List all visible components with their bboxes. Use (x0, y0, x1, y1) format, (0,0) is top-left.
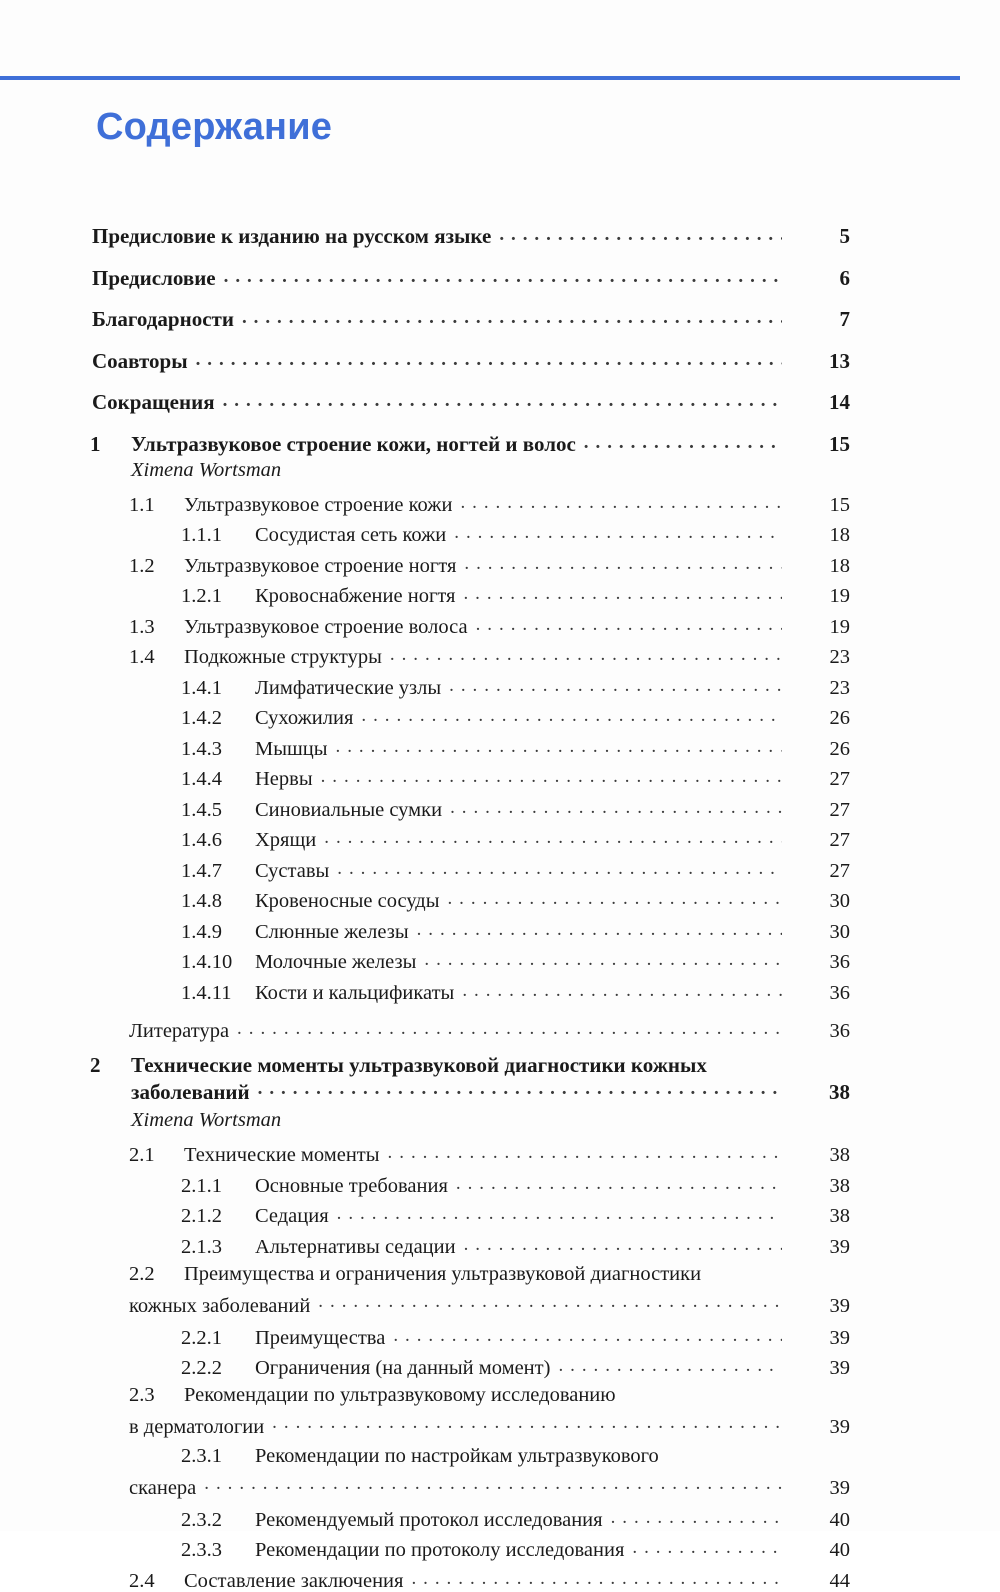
toc-subsection-2-1-1[interactable] (181, 1171, 850, 1196)
toc-subsection-2-3-1[interactable] (129, 1444, 850, 1500)
toc-entry-abbreviations[interactable] (90, 388, 850, 413)
subsection-number: 2.3.1 (181, 1444, 222, 1467)
subsection-label: Нервы (255, 768, 313, 790)
toc-subsection-1-4-2[interactable] (181, 704, 850, 729)
dot-leader (632, 1536, 782, 1557)
subsection-number: 1.4.9 (181, 920, 222, 943)
dot-leader (390, 643, 782, 664)
dot-leader (258, 1078, 782, 1099)
chapter-page: 38 (829, 1080, 850, 1104)
toc-entry-contributors[interactable] (90, 347, 850, 372)
subsection-label: Рекомендации по настройкам ультразвукового (255, 1444, 659, 1467)
subsection-page: 40 (829, 1539, 850, 1561)
subsection-number: 2.3.2 (181, 1508, 222, 1531)
subsection-label: Слюнные железы (255, 920, 409, 943)
toc-references-chapter-1[interactable] (129, 1016, 850, 1041)
subsection-label: Сосудистая сеть кожи (255, 524, 447, 546)
entry-page: 5 (839, 224, 850, 248)
dot-leader (223, 388, 782, 409)
subsection-number: 1.2.1 (181, 585, 222, 607)
section-number: 1.4 (129, 646, 155, 668)
dot-leader (272, 1413, 782, 1434)
subsection-page: 26 (829, 737, 850, 760)
section-label: Ультразвуковое строение кожи (184, 493, 453, 516)
dot-leader (388, 1141, 782, 1162)
subsection-number: 2.1.2 (181, 1205, 222, 1227)
dot-leader (476, 612, 782, 633)
dot-leader (464, 551, 782, 572)
chapter-title-line-1 (90, 1053, 850, 1078)
dot-leader (424, 948, 782, 969)
subsection-page: 27 (829, 768, 850, 790)
subsection-page: 38 (829, 1205, 850, 1227)
subsection-number: 1.4.3 (181, 737, 222, 760)
toc-section-2-1[interactable] (129, 1141, 850, 1166)
section-number: 2.2 (129, 1262, 155, 1285)
dot-leader (460, 490, 782, 511)
section-label: Составление заключения (184, 1569, 404, 1592)
subsection-label: Основные требования (255, 1174, 448, 1197)
dot-leader (204, 1473, 782, 1494)
dot-leader (242, 305, 782, 326)
subsection-page: 40 (829, 1508, 850, 1531)
toc-section-2-2[interactable] (129, 1263, 850, 1318)
chapter-title: Ультразвуковое строение кожи, ногтей и волос (131, 431, 576, 456)
section-number: 2.1 (129, 1144, 155, 1166)
subsection-number: 1.4.4 (181, 768, 222, 790)
dot-leader (321, 765, 782, 786)
toc-chapter-2[interactable] (90, 1053, 850, 1105)
dot-leader (464, 1232, 782, 1253)
subsection-number: 2.2.2 (181, 1357, 222, 1379)
subsection-label-cont: сканера (129, 1476, 197, 1499)
subsection-number: 2.3.3 (181, 1539, 222, 1561)
chapter-title-line-2 (131, 1078, 850, 1105)
subsection-page: 30 (829, 920, 850, 943)
section-label: Рекомендации по ультразвуковому исследованию (184, 1384, 616, 1406)
entry-label: Предисловие к изданию на русском языке (92, 224, 492, 248)
toc-subsection-1-4-5[interactable] (181, 795, 850, 820)
subsection-label: Рекомендации по протоколу исследования (255, 1539, 625, 1561)
subsection-label: Мышцы (255, 737, 328, 760)
section-number: 1.3 (129, 615, 155, 638)
toc-subsection-2-1-2[interactable] (181, 1202, 850, 1227)
toc-subsection-2-3-3[interactable] (181, 1536, 850, 1561)
subsection-number: 1.4.10 (181, 951, 233, 973)
subsection-page: 27 (829, 798, 850, 821)
subsection-number: 1.1.1 (181, 524, 222, 546)
subsection-page: 27 (829, 859, 850, 882)
chapter-2-author: Ximena Wortsman (131, 1109, 282, 1131)
subsection-label: Молочные железы (255, 951, 417, 973)
toc-subsection-2-2-1[interactable] (181, 1323, 850, 1348)
section-page: 38 (829, 1144, 850, 1166)
dot-leader (224, 264, 782, 285)
subsection-label: Синовиальные сумки (255, 798, 443, 821)
dot-leader (463, 582, 782, 603)
subsection-page: 36 (829, 981, 850, 1004)
subsection-number: 1.4.11 (181, 981, 232, 1004)
subsection-label: Сухожилия (255, 707, 354, 729)
toc-subsection-2-1-3[interactable] (181, 1232, 850, 1257)
dot-leader (393, 1323, 782, 1344)
subsection-label: Кровоснабжение ногтя (255, 585, 456, 607)
chapter-page: 15 (829, 431, 850, 456)
chapter-title: Технические моменты ультразвуковой диагностики кожных (131, 1053, 707, 1077)
section-label-line-2 (129, 1291, 850, 1318)
subsection-label: Хрящи (255, 829, 317, 851)
subsection-number: 1.4.7 (181, 859, 222, 882)
section-label: Ультразвуковое строение ногтя (184, 554, 457, 577)
subsection-page: 19 (829, 585, 850, 607)
section-label: Преимущества и ограничения ультразвуковой диагностики (184, 1262, 702, 1285)
subsection-label: Кости и кальцификаты (255, 981, 455, 1004)
toc-section-1-2[interactable] (129, 551, 850, 576)
subsection-number: 2.1.3 (181, 1235, 222, 1258)
spacer (0, 1003, 1000, 1010)
dot-leader (337, 1202, 782, 1223)
dot-leader (449, 673, 782, 694)
subsection-number: 1.4.1 (181, 676, 222, 699)
subsection-label: Суставы (255, 859, 330, 882)
subsection-label-line-2 (129, 1473, 850, 1500)
table-of-contents (0, 222, 1000, 1591)
dot-leader (499, 222, 782, 243)
chapter-number: 2 (90, 1053, 101, 1077)
header-rule (0, 76, 960, 80)
dot-leader (611, 1505, 782, 1526)
section-page: 18 (829, 554, 850, 577)
section-number: 1.1 (129, 493, 155, 516)
toc-subsection-1-4-7[interactable] (181, 856, 850, 881)
section-label: Ультразвуковое строение волоса (184, 615, 468, 638)
toc-chapter-1[interactable] (90, 430, 850, 455)
subsection-label: Преимущества (255, 1326, 386, 1349)
entry-page: 14 (829, 390, 850, 414)
entry-page: 6 (839, 265, 850, 290)
section-page: 44 (829, 1569, 850, 1592)
dot-leader (558, 1354, 782, 1375)
dot-leader (336, 734, 782, 755)
references-label: Литература (129, 1019, 230, 1042)
dot-leader (462, 978, 782, 999)
entry-label: Благодарности (92, 307, 234, 331)
subsection-page: 38 (829, 1174, 850, 1197)
subsection-label: Рекомендуемый протокол исследования (255, 1508, 603, 1531)
dot-leader (417, 917, 782, 938)
subsection-page: 23 (829, 676, 850, 699)
subsection-page: 26 (829, 707, 850, 729)
chapter-title-cont: заболеваний (131, 1080, 250, 1104)
toc-section-1-1[interactable] (129, 490, 850, 515)
section-number: 2.4 (129, 1569, 155, 1592)
toc-subsection-1-4-6[interactable] (181, 826, 850, 851)
subsection-label: Ограничения (на данный момент) (255, 1357, 551, 1379)
toc-subsection-2-3-2[interactable] (181, 1505, 850, 1530)
toc-subsection-1-4-3[interactable] (181, 734, 850, 759)
subsection-page: 27 (829, 829, 850, 851)
toc-subsection-1-4-11[interactable] (181, 978, 850, 1003)
toc-section-1-3[interactable] (129, 612, 850, 637)
references-page: 36 (829, 1019, 850, 1042)
section-page: 39 (829, 1294, 850, 1317)
toc-entry-preface[interactable] (90, 264, 850, 289)
toc-subsection-1-4-9[interactable] (181, 917, 850, 942)
entry-label: Предисловие (92, 265, 216, 290)
subsection-label: Лимфатические узлы (255, 676, 442, 699)
subsection-number: 2.1.1 (181, 1174, 222, 1197)
subsection-page: 36 (829, 951, 850, 973)
dot-leader (237, 1016, 782, 1037)
toc-entry-preface-russian[interactable] (90, 222, 850, 247)
subsection-page: 18 (829, 524, 850, 546)
section-label-cont: кожных заболеваний (129, 1294, 311, 1317)
page-title: Содержание (96, 106, 333, 148)
subsection-number: 1.4.6 (181, 829, 222, 851)
subsection-number: 2.2.1 (181, 1326, 222, 1349)
toc-subsection-2-2-2[interactable] (181, 1354, 850, 1379)
section-label-cont: в дерматологии (129, 1416, 265, 1438)
dot-leader (411, 1566, 782, 1587)
spacer (0, 1041, 1000, 1053)
section-page: 23 (829, 646, 850, 668)
subsection-label: Альтернативы седации (255, 1235, 456, 1258)
entry-page: 7 (839, 307, 850, 331)
toc-subsection-1-4-4[interactable] (181, 765, 850, 790)
subsection-label: Седация (255, 1205, 329, 1227)
toc-subsection-1-2-1[interactable] (181, 582, 850, 607)
subsection-page: 39 (829, 1476, 850, 1499)
entry-label: Соавторы (92, 348, 188, 373)
dot-leader (456, 1171, 782, 1192)
section-label-line-1 (129, 1384, 850, 1407)
dot-leader (324, 826, 782, 847)
toc-subsection-1-4-10[interactable] (181, 948, 850, 973)
chapter-number: 1 (90, 431, 101, 456)
subsection-page: 30 (829, 890, 850, 912)
subsection-number: 1.4.2 (181, 707, 222, 729)
dot-leader (447, 887, 782, 908)
toc-section-1-4[interactable] (129, 643, 850, 668)
section-label: Технические моменты (184, 1144, 380, 1166)
dot-leader (196, 347, 782, 368)
dot-leader (361, 704, 782, 725)
toc-entry-acknowledgements[interactable] (90, 305, 850, 330)
toc-subsection-1-4-1[interactable] (181, 673, 850, 698)
toc-section-2-4[interactable] (129, 1566, 850, 1591)
toc-subsection-1-1-1[interactable] (181, 521, 850, 546)
dot-leader (584, 430, 782, 451)
section-page: 15 (829, 493, 850, 516)
dot-leader (454, 521, 782, 542)
subsection-number: 1.4.5 (181, 798, 222, 821)
subsection-page: 39 (829, 1235, 850, 1258)
section-label-line-2 (129, 1413, 850, 1440)
section-page: 39 (829, 1416, 850, 1438)
dot-leader (450, 795, 782, 816)
subsection-number: 1.4.8 (181, 890, 222, 912)
chapter-1-author: Ximena Wortsman (131, 458, 282, 481)
section-number: 1.2 (129, 554, 155, 577)
section-number: 2.3 (129, 1384, 155, 1406)
subsection-page: 39 (829, 1357, 850, 1379)
entry-page: 13 (829, 348, 850, 373)
subsection-page: 39 (829, 1326, 850, 1349)
toc-subsection-1-4-8[interactable] (181, 887, 850, 912)
toc-section-2-3[interactable] (129, 1384, 850, 1439)
section-label: Подкожные структуры (184, 646, 382, 668)
entry-label: Сокращения (92, 390, 215, 414)
dot-leader (318, 1291, 782, 1312)
dot-leader (337, 856, 782, 877)
subsection-label-line-1 (181, 1445, 850, 1468)
subsection-label: Кровеносные сосуды (255, 890, 440, 912)
section-page: 19 (829, 615, 850, 638)
section-label-line-1 (129, 1263, 850, 1286)
